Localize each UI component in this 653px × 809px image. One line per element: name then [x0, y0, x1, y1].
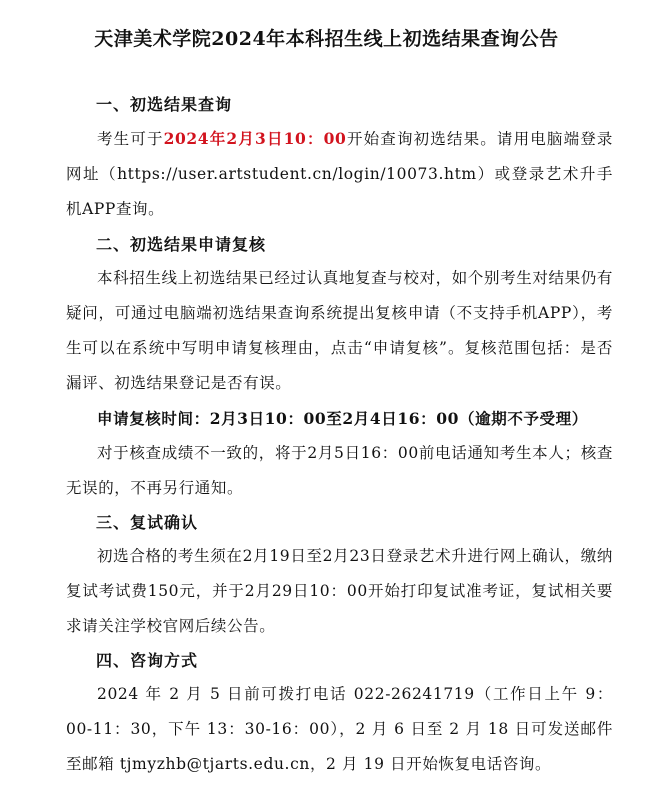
section-heading: 四、咨询方式: [96, 651, 199, 670]
section-retest-confirmation: [66, 510, 613, 644]
section-paragraph: 初选合格的考生须在2月19日至2月23日登录艺术升进行网上确认，缴纳复试考试费150元，并于2月29日10：00开始打印复试准考证，复试相关要求请关注学校官网后续公告。: [66, 547, 613, 635]
section-contact: [66, 648, 613, 782]
section-paragraph: [66, 121, 613, 227]
section-heading: 一、初选结果查询: [96, 95, 233, 114]
section-paragraph: 本科招生线上初选结果已经过认真地复查与校对，如个别考生对结果仍有疑问，可通过电脑端初选结果查询系统提出复核申请（不支持手机APP），考生可以在系统中写明申请复核理由，点击“申请复核”。复核范围包括：是否漏评、初选结果登记是否有误。: [66, 269, 613, 392]
query-start-time: 2024年2月3日10：00: [163, 129, 347, 148]
section-paragraph: 2024 年 2 月 5 日前可拨打电话 022-26241719（工作日上午 9：00-11：30，下午 13：30-16：00），2 月 6 日至 2 月 18 日可发送邮件至邮箱 tjmyzhb@tjarts.edu.cn，2 月 19 日开始恢复电话咨询。: [66, 685, 613, 773]
section-heading: 三、复试确认: [96, 513, 199, 532]
section-initial-results-query: [66, 92, 613, 227]
review-time-line: 申请复核时间：2月3日10：00至2月4日16：00（逾期不予受理）: [97, 409, 588, 428]
paragraph-prefix: 考生可于: [97, 130, 164, 148]
section-heading: 二、初选结果申请复核: [96, 235, 267, 254]
page-title: 天津美术学院2024年本科招生线上初选结果查询公告: [94, 28, 559, 50]
section-paragraph: 对于核查成绩不一致的，将于2月5日16：00前电话通知考生本人；核查无误的，不再另行通知。: [66, 444, 613, 497]
section-review-application: [66, 232, 613, 506]
paragraph-suffix: 开始查询初选结果。请用电脑端登录网址（https://user.artstudent.cn/login/10073.htm）或登录艺术升手机APP查询。: [66, 130, 613, 218]
